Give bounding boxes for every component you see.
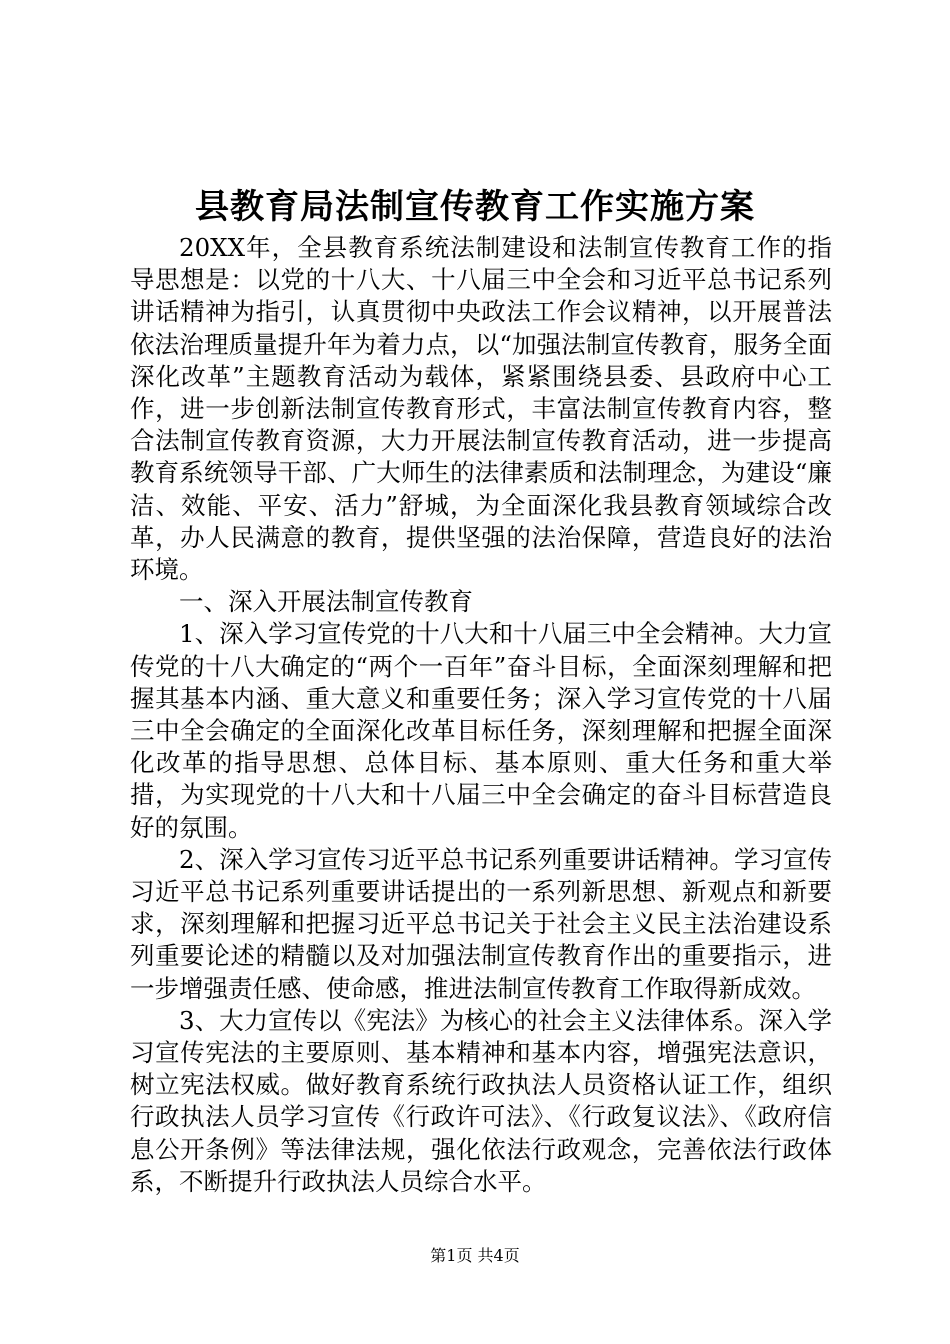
page-number-footer: 第1页 共4页 bbox=[430, 1246, 520, 1265]
paragraph-item-2: 2、深入学习宣传习近平总书记系列重要讲话精神。学习宣传习近平总书记系列重要讲话提出的一系列新思想、新观点和新要求，深刻理解和把握习近平总书记关于社会主义民主法治建设系列重要论述的精髓以及对加强法制宣传教育作出的重要指示，进一步增强责任感、使命感，推进法制宣传教育工作取得新成效。 bbox=[130, 844, 832, 1003]
paragraph-item-1: 1、深入学习宣传党的十八大和十八届三中全会精神。大力宣传党的十八大确定的“两个一百年”奋斗目标，全面深刻理解和把握其基本内涵、重大意义和重要任务；深入学习宣传党的十八届三中全会确定的全面深化改革目标任务，深刻理解和把握全面深化改革的指导思想、总体目标、基本原则、重大任务和重大举措，为实现党的十八大和十八届三中全会确定的奋斗目标营造良好的氛围。 bbox=[130, 619, 832, 842]
document-body bbox=[130, 232, 832, 1198]
paragraph-item-3: 3、大力宣传以《宪法》为核心的社会主义法律体系。深入学习宣传宪法的主要原则、基本精神和基本内容，增强宪法意识，树立宪法权威。做好教育系统行政执法人员资格认证工作，组织行政执法人员学习宣传《行政许可法》、《行政复议法》、《政府信息公开条例》等法律法规，强化依法行政观念，完善依法行政体系，不断提升行政执法人员综合水平。 bbox=[130, 1005, 832, 1196]
document-title: 县教育局法制宣传教育工作实施方案 bbox=[195, 187, 755, 227]
section-heading: 一、深入开展法制宣传教育 bbox=[179, 587, 473, 617]
paragraph-guiding-thought: 20XX年，全县教育系统法制建设和法制宣传教育工作的指导思想是：以党的十八大、十八届三中全会和习近平总书记系列讲话精神为指引，认真贯彻中央政法工作会议精神，以开展普法依法治理质量提升年为着力点，以“加强法制宣传教育，服务全面深化改革”主题教育活动为载体，紧紧围绕县委、县政府中心工作，进一步创新法制宣传教育形式，丰富法制宣传教育内容，整合法制宣传教育资源，大力开展法制宣传教育活动，进一步提高教育系统领导干部、广大师生的法律素质和法制理念，为建设“廉洁、效能、平安、活力”舒城，为全面深化我县教育领域综合改革，办人民满意的教育，提供坚强的法治保障，营造良好的法治环境。 bbox=[130, 233, 832, 585]
